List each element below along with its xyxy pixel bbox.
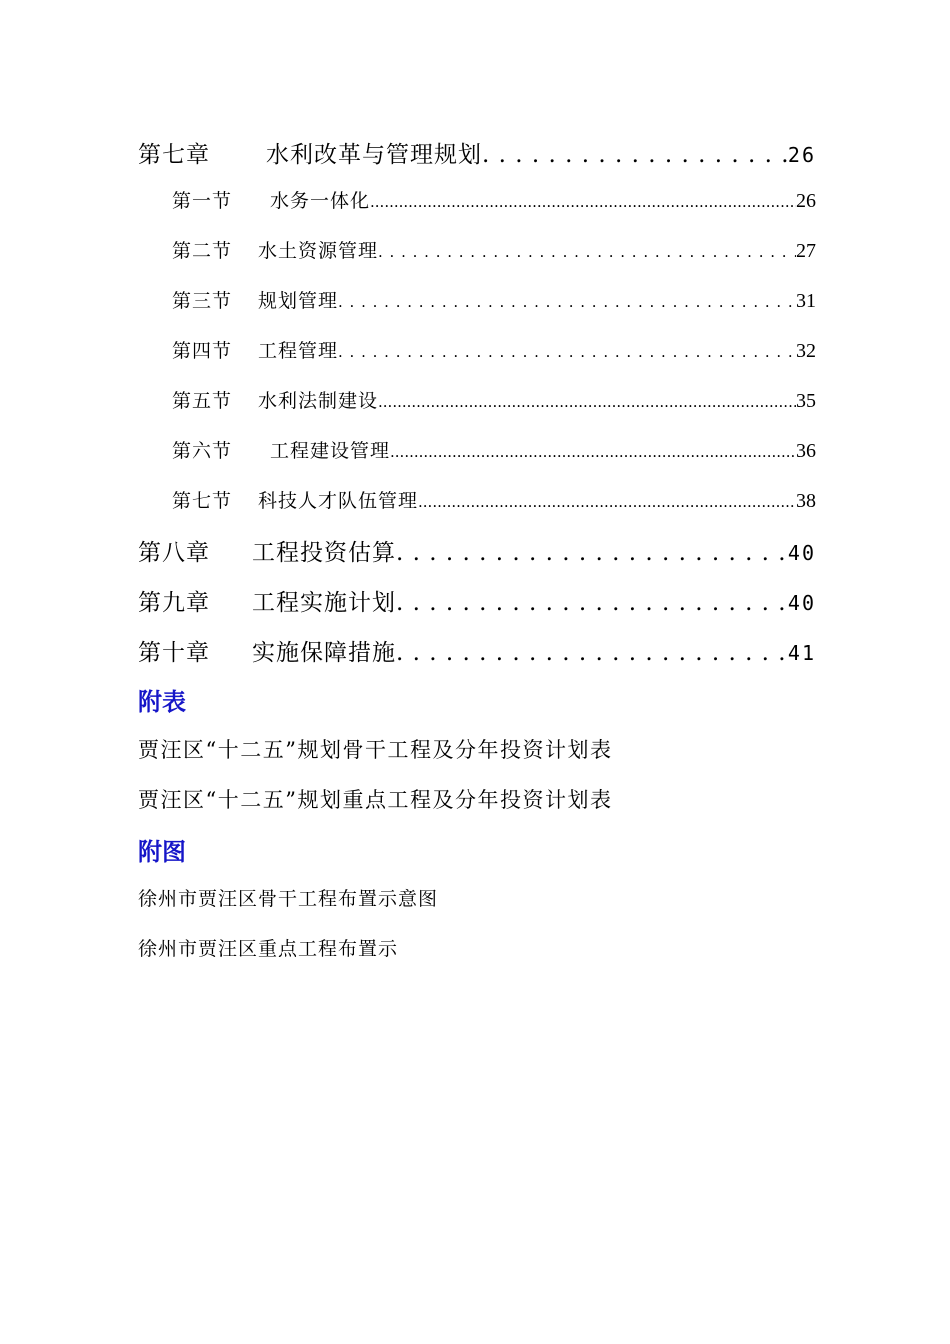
dot-leader [390,443,796,461]
page-number: 27 [796,240,816,262]
toc-entry-section-1[interactable] [172,186,816,213]
section-label: 第二节 [172,240,233,262]
appendix-table-item[interactable]: 贾汪区“十二五”规划骨干工程及分年投资计划表 [138,738,613,762]
page-number: 36 [796,440,816,462]
page-number: 31 [796,290,816,312]
page-number: 32 [796,340,816,362]
chapter-title: 水利改革与管理规划 [266,142,482,168]
section-label: 第六节 [172,440,233,462]
appendix-figure-item[interactable]: 徐州市贾汪区骨干工程布置示意图 [138,888,439,910]
section-title: 工程建设管理 [270,440,391,462]
section-label: 第七节 [172,490,233,512]
chapter-title: 工程投资估算 [252,540,396,566]
dot-leader [396,590,788,616]
dot-leader [396,540,788,566]
chapter-label: 第十章 [138,640,210,666]
page-number: 26 [796,190,816,212]
section-label: 第一节 [172,190,233,212]
dot-leader [378,243,796,261]
dot-leader [370,193,796,211]
chapter-label: 第八章 [138,540,210,566]
section-label: 第三节 [172,290,233,312]
page-number: 35 [796,390,816,412]
appendix-figure-item[interactable]: 徐州市贾汪区重点工程布置示 [138,938,399,960]
chapter-title: 实施保障措施 [252,640,396,666]
toc-entry-section-2[interactable] [172,236,816,263]
toc-entry-chapter-7[interactable] [138,136,816,169]
dot-leader [338,293,796,311]
toc-entry-chapter-10[interactable] [138,634,816,667]
chapter-label: 第九章 [138,590,210,616]
section-title: 科技人才队伍管理 [258,490,419,512]
appendix-figures-heading[interactable]: 附图 [138,838,186,866]
section-title: 水利法制建设 [258,390,379,412]
appendix-table-item[interactable]: 贾汪区“十二五”规划重点工程及分年投资计划表 [138,788,613,812]
dot-leader [338,343,796,361]
dot-leader [396,640,788,666]
appendix-tables-heading[interactable]: 附表 [138,688,186,716]
page-number: 38 [796,490,816,512]
page-number: 40 [787,591,816,615]
toc-entry-chapter-8[interactable] [138,534,816,567]
chapter-label: 第七章 [138,142,210,168]
page-number: 26 [787,143,816,167]
toc-entry-section-5[interactable] [172,386,816,413]
section-title: 工程管理 [258,340,339,362]
dot-leader [482,142,788,168]
page-number: 41 [787,641,816,665]
page-number: 40 [787,541,816,565]
toc-entry-section-3[interactable] [172,286,816,313]
section-title: 规划管理 [258,290,339,312]
toc-entry-chapter-9[interactable] [138,584,816,617]
section-label: 第五节 [172,390,233,412]
toc-entry-section-7[interactable] [172,486,816,513]
toc-entry-section-4[interactable] [172,336,816,363]
section-title: 水务一体化 [270,190,371,212]
dot-leader [378,393,796,411]
section-title: 水土资源管理 [258,240,379,262]
chapter-title: 工程实施计划 [252,590,396,616]
section-label: 第四节 [172,340,233,362]
dot-leader [418,493,796,511]
toc-entry-section-6[interactable] [172,436,816,463]
